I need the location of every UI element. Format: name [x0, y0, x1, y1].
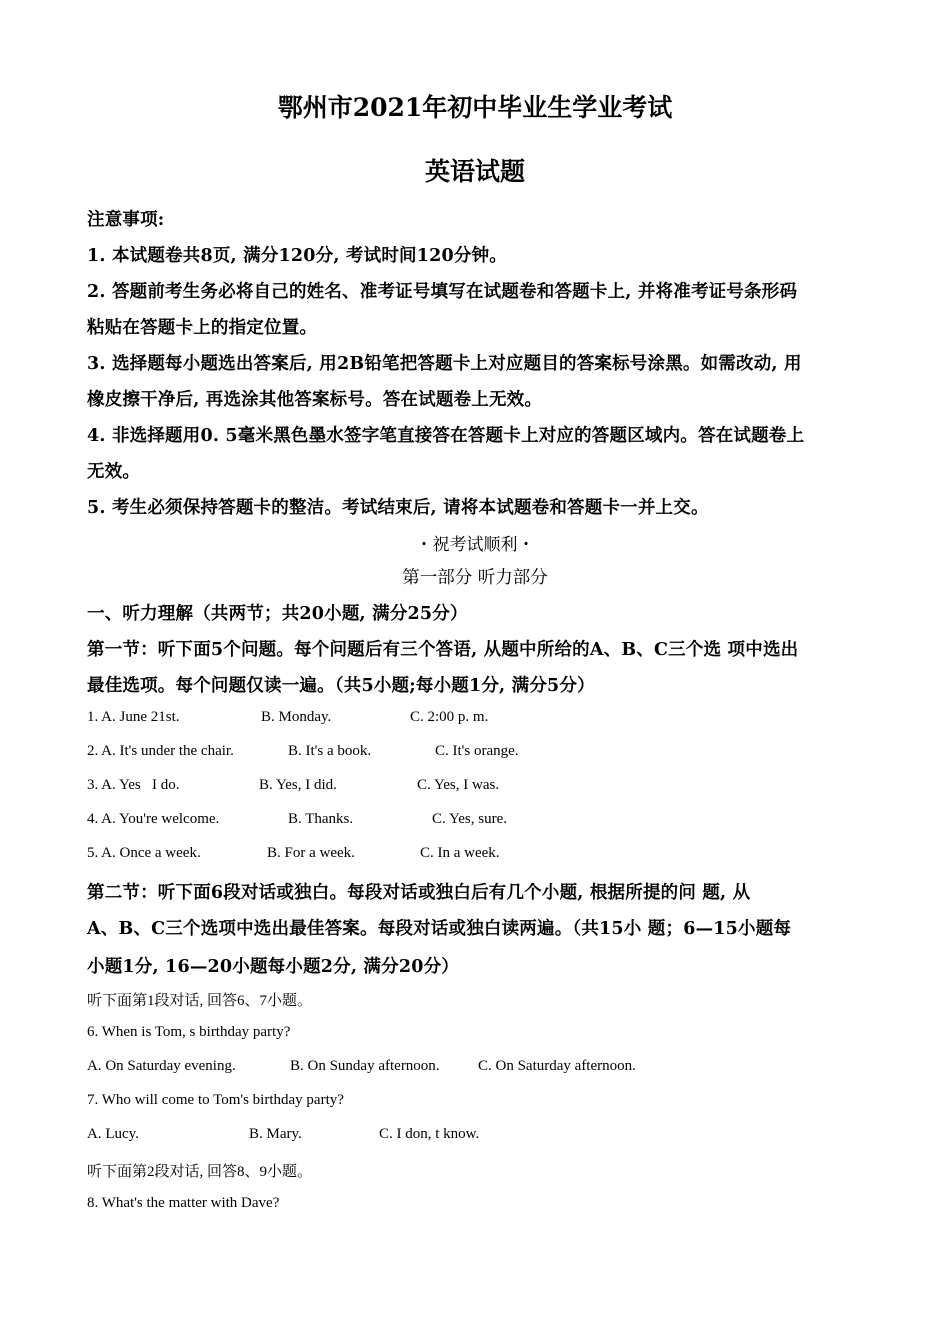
notice-item: 5. 考生必须保持答题卡的整洁。考试结束后, 请将本试题卷和答题卡一并上交。 — [87, 498, 709, 518]
option-a: A. Lucy. — [87, 1126, 139, 1142]
option-b: B. Mary. — [249, 1126, 302, 1142]
option-a: 5. A. Once a week. — [87, 845, 201, 861]
sec2-intro-line: 第二节：听下面6段对话或独白。每段对话或独白后有几个小题, 根据所提的问 题, 从 — [87, 883, 751, 903]
part1-title: 第一部分 听力部分 — [402, 568, 548, 588]
option-b: B. It's a book. — [288, 743, 372, 759]
option-c: C. In a week. — [420, 845, 500, 861]
section-heading: 一、听力理解（共两节；共20小题, 满分25分） — [87, 604, 468, 624]
notice-item: 粘贴在答题卡上的指定位置。 — [87, 318, 318, 338]
dialogue-instruction: 听下面第2段对话, 回答8、9小题。 — [87, 1164, 313, 1180]
notice-item: 4. 非选择题用0. 5毫米黑色墨水签字笔直接答在答题卡上对应的答题区域内。答在试题卷上 — [87, 426, 805, 446]
sec1-intro-line: 最佳选项。每个问题仅读一遍。（共5小题;每小题1分, 满分5分） — [87, 676, 595, 696]
notice-item: 无效。 — [87, 462, 141, 482]
option-a: 4. A. You're welcome. — [87, 811, 220, 827]
blessing-line: ・祝考试顺利・ — [415, 535, 535, 555]
exam-title: 鄂州市2021年初中毕业生学业考试 — [277, 93, 673, 122]
question-text: 8. What's the matter with Dave? — [87, 1195, 280, 1211]
notice-item: 1. 本试题卷共8页, 满分120分, 考试时间120分钟。 — [87, 246, 507, 266]
notice-heading: 注意事项: — [87, 210, 165, 230]
option-a: 1. A. June 21st. — [87, 709, 180, 725]
option-c: C. Yes, I was. — [417, 777, 500, 793]
option-c: C. I don, t know. — [379, 1126, 480, 1142]
notice-item: 2. 答题前考生务必将自己的姓名、准考证号填写在试题卷和答题卡上, 并将准考证号条形码 — [87, 282, 798, 302]
option-a: 3. A. Yes I do. — [87, 777, 180, 793]
exam-subtitle: 英语试题 — [424, 157, 525, 186]
option-a: 2. A. It's under the chair. — [87, 743, 234, 759]
option-b: B. On Sunday afternoon. — [290, 1058, 440, 1074]
sec1-intro-line: 第一节：听下面5个问题。每个问题后有三个答语, 从题中所给的A、B、C三个选 项中选出 — [87, 640, 799, 660]
notice-item: 3. 选择题每小题选出答案后, 用2B铅笔把答题卡上对应题目的答案标号涂黑。如需改动, 用 — [87, 354, 802, 374]
dialogue-instruction: 听下面第1段对话, 回答6、7小题。 — [87, 993, 313, 1009]
option-c: C. On Saturday afternoon. — [478, 1058, 636, 1074]
question-text: 7. Who will come to Tom's birthday party? — [87, 1092, 344, 1108]
option-b: B. For a week. — [267, 845, 355, 861]
sec2-intro-line: 小题1分, 16—20小题每小题2分, 满分20分） — [87, 957, 459, 977]
option-c: C. It's orange. — [435, 743, 519, 759]
option-b: B. Yes, I did. — [259, 777, 337, 793]
option-c: C. Yes, sure. — [432, 811, 508, 827]
question-text: 6. When is Tom, s birthday party? — [87, 1024, 291, 1040]
option-c: C. 2:00 p. m. — [410, 709, 489, 725]
option-b: B. Monday. — [261, 709, 332, 725]
notice-item: 橡皮擦干净后, 再选涂其他答案标号。答在试题卷上无效。 — [87, 390, 543, 410]
option-a: A. On Saturday evening. — [87, 1058, 236, 1074]
sec2-intro-line: A、B、C三个选项中选出最佳答案。每段对话或独白读两遍。（共15小 题；6—15小题每 — [87, 919, 792, 939]
option-b: B. Thanks. — [288, 811, 354, 827]
